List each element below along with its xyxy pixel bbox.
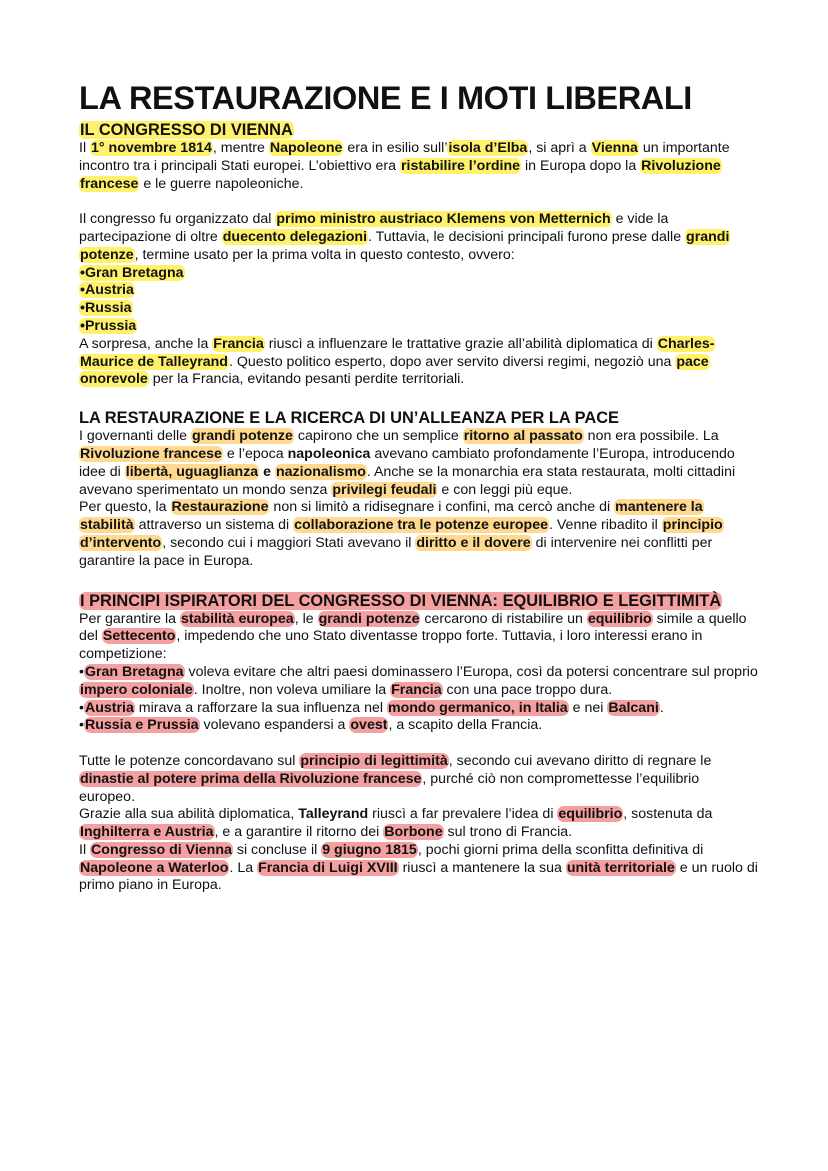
text-run: , si aprì a [528,140,591,156]
text-run: , purché ciò non compromettesse l’equilibrio europeo. [79,770,700,805]
text-run: , termine usato per la prima volta in questo contesto, ovvero: [134,246,515,263]
highlighted-term: Francia di Luigi XVIII [258,859,398,876]
list-item [79,664,759,700]
text-run: attraverso un sistema di [134,517,294,534]
highlighted-term: nazionalismo [275,463,366,480]
highlighted-term: equilibrio [558,806,623,823]
highlighted-term: dinastie al potere prima della Rivoluzione francese [80,770,422,787]
text-run: Il congresso fu organizzato dal [79,211,276,228]
highlighted-term: primo ministro austriaco Klemens von Metternich [276,211,611,228]
paragraph [79,428,759,499]
paragraph [79,140,759,193]
highlighted-term: isola d’Elba [448,140,528,156]
text-run: per la Francia, evitando pesanti perdite territoriali. [148,371,465,388]
paragraph [79,336,759,389]
highlighted-term: stabilità europea [180,610,294,627]
list-item [79,717,759,735]
text-run: non si limitò a ridisegnare i confini, ma cercò anche di [269,499,615,516]
text-run: riuscì a far prevalere l’idea di [368,806,558,823]
text-run: . Venne ribadito il [548,517,662,534]
highlighted-term: ritorno al passato [463,428,583,445]
text-run: I governanti delle [79,428,191,445]
highlighted-term: mondo germanico, in Italia [387,699,568,716]
text-run: . [659,699,664,716]
text-run: simile a quello del [79,610,747,645]
highlighted-term: 9 giugno 1815 [322,841,417,858]
document-page [79,78,759,895]
text-run: avevano cambiato profondamente l’Europa, introducendo idee di [79,445,735,480]
text-run: con una pace troppo dura. [442,681,613,698]
paragraph [79,842,759,895]
highlighted-term: diritto e il dovere [416,534,531,551]
text-run: riuscì a influenzare le trattative grazie all’abilità diplomatica di [264,335,657,352]
bold-term: e [259,463,275,480]
page-title: LA RESTAURAZIONE E I MOTI LIBERALI [79,80,692,116]
highlighted-term: grandi potenze [192,428,293,445]
highlighted-term: Vienna [591,140,638,156]
text-run: mirava a rafforzare la sua influenza nel [134,699,387,716]
text-run: , e a garantire il ritorno dei [214,824,384,841]
text-run: era in esilio sull’ [343,140,448,156]
text-run: Per questo, la [79,499,171,516]
text-run: , le [294,610,318,627]
text-run: Il [79,140,91,156]
text-run: e le guerre napoleoniche. [139,175,304,192]
highlighted-term: privilegi feudali [332,481,437,498]
highlighted-term: Balcani [608,699,659,716]
list-item: •Russia [80,300,132,317]
text-run: Tutte le potenze concordavano sul [79,752,300,769]
text-run: . Anche se la monarchia era stata restaurata, molti cittadini avevano sperimentato un mondo senza [79,463,736,498]
highlighted-term: Inghilterra e Austria [80,824,214,841]
highlighted-term: Rivoluzione francese [80,157,721,192]
highlighted-term: Napoleone a Waterloo [80,859,229,876]
text-run: , secondo cui i maggiori Stati avevano il [162,534,416,551]
text-run: riuscì a mantenere la sua [398,859,566,876]
list-item: •Austria [80,282,134,299]
text-run: • [79,717,84,734]
highlighted-term: collaborazione tra le potenze europee [294,517,548,534]
list-item: •Gran Bretagna [80,264,184,281]
highlighted-term: impero coloniale [80,681,193,698]
text-run: Il [79,841,91,858]
paragraph [79,611,759,664]
text-run: Per garantire la [79,610,180,627]
section-heading-restaurazione: LA RESTAURAZIONE E LA RICERCA DI UN’ALLEANZA PER LA PACE [79,409,619,428]
text-run: e nei [568,699,608,716]
text-run: . Questo politico esperto, dopo aver servito diversi regimi, negoziò una [228,353,676,370]
paragraph [79,499,759,570]
great-powers-list [79,265,759,336]
highlighted-term: Congresso di Vienna [91,841,232,858]
highlighted-term: Napoleone [269,140,343,156]
text-run: un importante incontro tra i principali Stati europei. L’obiettivo era [79,140,730,174]
text-run: , impedendo che uno Stato diventasse troppo forte. Tuttavia, i loro interessi erano in competizione: [79,628,703,663]
text-run: . La [229,859,258,876]
text-run: e l’epoca [222,445,288,462]
highlighted-term: pace onorevole [80,353,709,388]
highlighted-term: Charles-Maurice de Talleyrand [80,335,715,370]
highlighted-term: Restaurazione [171,499,269,516]
paragraph [79,753,759,806]
highlighted-term: unità territoriale [566,859,675,876]
text-run: . Inoltre, non voleva umiliare la [193,681,391,698]
highlighted-term: ovest [350,717,388,734]
text-run: e con leggi più eque. [437,481,573,498]
text-run: di intervenire nei conflitti per garantire la pace in Europa. [79,534,713,569]
bold-term: Talleyrand [298,806,369,823]
highlighted-term: mantenere la stabilità [80,499,703,534]
highlighted-term: Borbone [384,824,443,841]
text-run: , mentre [212,140,269,156]
highlighted-term: Rivoluzione francese [80,445,222,462]
text-run: , secondo cui avevano diritto di regnare le [448,752,712,769]
text-run: , pochi giorni prima della sconfitta definitiva di [417,841,704,858]
bold-term: napoleonica [287,445,371,462]
highlighted-term: Settecento [102,628,176,645]
section-heading-congresso: IL CONGRESSO DI VIENNA [80,121,293,139]
text-run: e vide la partecipazione di oltre [79,211,669,245]
text-run: , a scapito della Francia. [388,717,543,734]
highlighted-term: libertà, uguaglianza [125,463,259,480]
text-run: in Europa dopo la [521,157,641,174]
text-run: e un ruolo di primo piano in Europa. [79,859,758,894]
highlighted-term: Austria [84,699,134,716]
text-run: , sostenuta da [623,806,713,823]
highlighted-term: 1° novembre 1814 [91,140,212,156]
text-run: volevano espandersi a [199,717,350,734]
list-item [79,700,759,718]
text-run: A sorpresa, anche la [79,335,213,352]
list-item: •Prussia [80,317,137,334]
highlighted-term: grandi potenze [318,610,420,627]
highlighted-term: Gran Bretagna [84,663,184,680]
highlighted-term: Russia e Prussia [84,717,199,734]
highlighted-term: duecento delegazioni [222,228,368,245]
paragraph [79,211,759,264]
text-run: non era possibile. La [583,428,719,445]
text-run: sul trono di Francia. [443,824,573,841]
text-run: capirono che un semplice [293,428,463,445]
section-heading-principi: I PRINCIPI ISPIRATORI DEL CONGRESSO DI VIENNA: EQUILIBRIO E LEGITTIMITÀ [80,591,722,610]
text-run: • [79,663,84,680]
highlighted-term: principio di legittimità [300,752,448,769]
text-run: cercarono di ristabilire un [420,610,587,627]
text-run: si concluse il [232,841,322,858]
highlighted-term: equilibrio [587,610,652,627]
text-run: voleva evitare che altri paesi dominassero l’Europa, così da potersi concentrare sul proprio [184,663,758,680]
highlighted-term: ristabilire l’ordine [400,157,521,174]
highlighted-term: Francia [213,335,264,352]
highlighted-term: grandi potenze [80,228,730,263]
text-run: . Tuttavia, le decisioni principali furono prese dalle [368,228,686,245]
text-run: • [79,699,84,716]
highlighted-term: principio d’intervento [80,517,723,551]
paragraph [79,806,759,842]
highlighted-term: Francia [391,681,442,698]
text-run: Grazie alla sua abilità diplomatica, [79,806,299,823]
